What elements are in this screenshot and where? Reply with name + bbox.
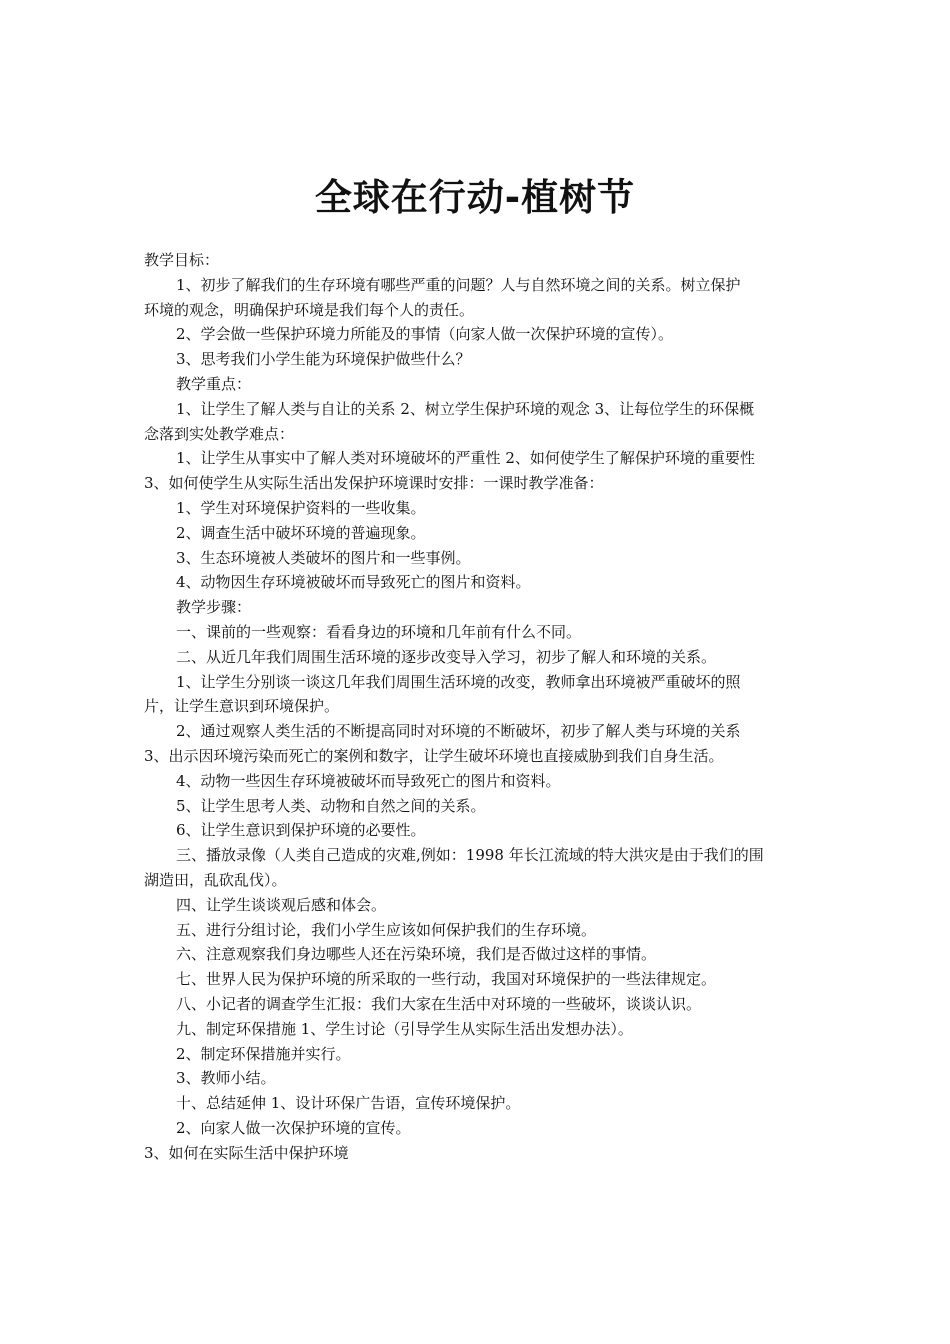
body-line: 2、制定环保措施并实行。 bbox=[176, 1044, 351, 1063]
body-line: 4、动物一些因生存环境被破坏而导致死亡的图片和资料。 bbox=[176, 771, 561, 790]
body-line: 3、生态环境被人类破坏的图片和一些事例。 bbox=[176, 548, 471, 567]
body-line: 6、让学生意识到保护环境的必要性。 bbox=[176, 821, 426, 840]
body-line: 一、课前的一些观察：看看身边的环境和几年前有什么不同。 bbox=[176, 622, 582, 641]
body-line: 五、进行分组讨论，我们小学生应该如何保护我们的生存环境。 bbox=[176, 920, 597, 939]
body-line: 1、初步了解我们的生存环境有哪些严重的问题？人与自然环境之间的关系。树立保护 bbox=[176, 275, 741, 294]
body-line: 九、制定环保措施 1、学生讨论（引导学生从实际生活出发想办法）。 bbox=[176, 1019, 633, 1038]
body-line: 1、让学生了解人类与自让的关系 2、树立学生保护环境的观念 3、让每位学生的环保概 bbox=[176, 399, 755, 418]
body-line: 1、让学生从事实中了解人类对环境破坏的严重性 2、如何使学生了解保护环境的重要性 bbox=[176, 449, 755, 468]
body-line: 六、注意观察我们身边哪些人还在污染环境，我们是否做过这样的事情。 bbox=[176, 945, 657, 964]
body-line: 3、思考我们小学生能为环境保护做些什么？ bbox=[176, 350, 471, 369]
body-line: 3、如何在实际生活中保护环境 bbox=[144, 1143, 349, 1162]
body-line: 念落到实处教学难点： bbox=[144, 424, 295, 443]
body-line: 3、教师小结。 bbox=[176, 1069, 276, 1088]
body-line: 1、学生对环境保护资料的一些收集。 bbox=[176, 498, 426, 517]
body-line: 三、播放录像（人类自己造成的灾难,例如：1998 年长江流域的特大洪灾是由于我们的围 bbox=[176, 846, 764, 865]
body-line: 3、出示因环境污染而死亡的案例和数字，让学生破坏环境也直接威胁到我们自身生活。 bbox=[144, 746, 724, 765]
body-line: 教学目标： bbox=[144, 251, 220, 269]
body-line: 1、让学生分别谈一谈这几年我们周围生活环境的改变，教师拿出环境被严重破坏的照 bbox=[176, 672, 741, 691]
body-line: 四、让学生谈谈观后感和体会。 bbox=[176, 895, 387, 914]
document-body bbox=[144, 248, 808, 1165]
body-line: 2、学会做一些保护环境力所能及的事情（向家人做一次保护环境的宣传）。 bbox=[176, 325, 674, 344]
body-line: 二、从近几年我们周围生活环境的逐步改变导入学习，初步了解人和环境的关系。 bbox=[176, 647, 717, 666]
body-line: 5、让学生思考人类、动物和自然之间的关系。 bbox=[176, 796, 486, 815]
body-line: 环境的观念，明确保护环境是我们每个人的责任。 bbox=[144, 300, 475, 319]
body-line: 3、如何使学生从实际生活出发保护环境课时安排：一课时教学准备： bbox=[144, 474, 604, 493]
body-line: 八、小记者的调查学生汇报：我们大家在生活中对环境的一些破坏，谈谈认识。 bbox=[176, 994, 702, 1013]
body-line: 教学步骤： bbox=[176, 598, 252, 617]
body-line: 十、总结延伸 1、设计环保广告语，宣传环境保护。 bbox=[176, 1094, 521, 1113]
body-line: 2、向家人做一次保护环境的宣传。 bbox=[176, 1118, 411, 1137]
body-line: 4、动物因生存环境被破坏而导致死亡的图片和资料。 bbox=[176, 573, 531, 592]
body-line: 2、通过观察人类生活的不断提高同时对环境的不断破坏，初步了解人类与环境的关系 bbox=[176, 722, 741, 741]
body-line: 湖造田，乱砍乱伐）。 bbox=[144, 870, 287, 889]
body-line: 2、调查生活中破坏环境的普遍现象。 bbox=[176, 523, 426, 542]
body-line: 片，让学生意识到环境保护。 bbox=[144, 697, 340, 716]
body-line: 教学重点： bbox=[176, 374, 252, 393]
document-title: 全球在行动-植树节 bbox=[314, 176, 636, 219]
body-line: 七、世界人民为保护环境的所采取的一些行动，我国对环境保护的一些法律规定。 bbox=[176, 970, 717, 989]
